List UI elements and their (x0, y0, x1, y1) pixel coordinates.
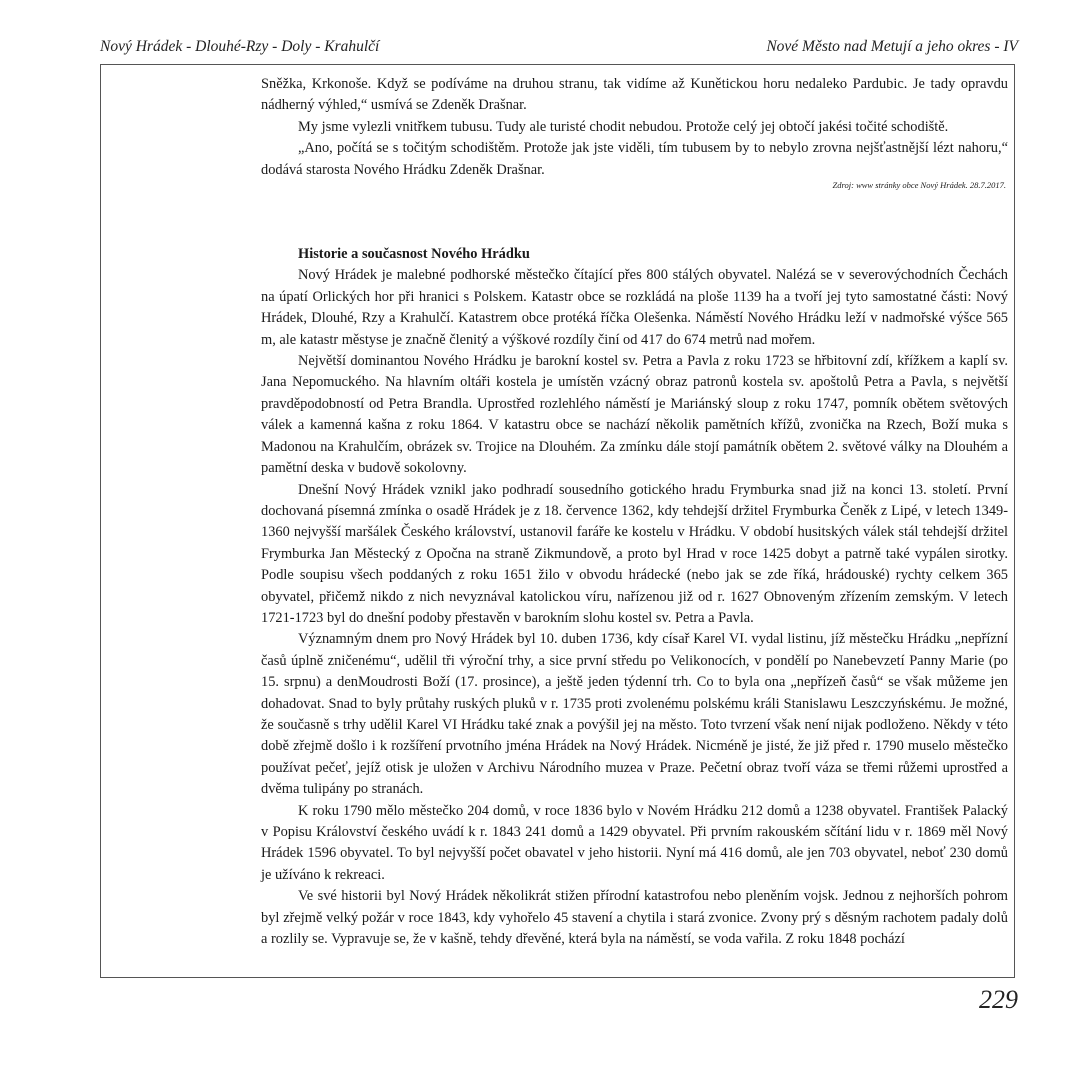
body-paragraph: Dnešní Nový Hrádek vznikl jako podhradí sousedního gotického hradu Frymburka snad již na konci 13. století. První dochovaná písemná zmínka o osadě Hrádek je z 18. července 1362, kdy tehdejší držitel Frymburka Čeněk z Lipé, v letech 1349-1360 nejvyšší maršálek Českého království, ustanovil faráře ke kostelu v Hrádku. V období husitských válek stál tehdejší držitel Frymburka Jan Městecký z Opočna na straně Zikmundově, a proto byl Hrad v roce 1425 dobyt a patrně také vypálen sirotky. Podle soupisu všech poddaných z roku 1651 žilo v obvodu hrádecké (nebo jak se zde říká, hrádouské) rychty celkem 365 obyvatel, přičemž nikdo z nich nevyznával katolickou víru, nařízenou již od r. 1627 Obnoveným zřízením zemským. V letech 1721-1723 byl do dnešní podoby přestavěn v barokním slohu kostel sv. Petra a Pavla. (261, 481, 1008, 626)
source-note: Zdroj: www stránky obce Nový Hrádek. 28.7.2017. (832, 180, 1006, 191)
section-title: Historie a současnost Nového Hrádku (298, 246, 530, 263)
page-number: 229 (979, 985, 1018, 1014)
running-header (100, 38, 1018, 58)
body-paragraph: Významným dnem pro Nový Hrádek byl 10. duben 1736, kdy císař Karel VI. vydal listinu, jíž městečku Hrádku „nepřízní časů úplně zničenému“, udělil tři výroční trhy, a sice první středu po Velikonocích, v pondělí po Nanebevzetí Panny Marie (po 15. srpnu) a denMoudrosti Boží (17. prosince), a ještě jeden týdenní trh. Co to byla ona „nepřízeň časů“ se však můžeme jen dohadovat. Snad to byly průtahy ruských pluků v r. 1735 proti zvolenému polskému králi Stanislawu Leszczyńskému. Je možné, že současně s trhy udělil Karel VI Hrádku také znak a povýšil jej na město. Toto tvrzení však není nijak podloženo. Někdy v této době zřejmě došlo i k rozšíření prvotního jména Hrádek na Nový Hrádek. Nicméně je jisté, že již před r. 1790 muselo městečko používat pečeť, jejíž otisk je uložen v Archivu Národního muzea v Praze. Pečetní obraz tvoří váza se třemi růžemi uprostřed a dvěma tulipány po stranách. (261, 631, 1008, 798)
body-paragraph: Ve své historii byl Nový Hrádek několikrát stižen přírodní katastrofou nebo pleněním vojsk. Jednou z nejhorších pohrom byl zřejmě velký požár v roce 1843, kdy vyhořelo 45 stavení a chytila i stará zvonice. Zvony prý s děsným rachotem padaly dolů a rozlily se. Vypravuje se, že v kašně, tehdy dřevěné, která byla na náměstí, se voda vařila. Z roku 1848 pochází (261, 888, 1008, 948)
history-section (261, 244, 1008, 950)
intro-paragraph: „Ano, počítá se s točitým schodištěm. Protože jak jste viděli, tím tubusem by to nebylo zrovna nejšťastnější lézt nahoru,“ dodává starosta Nového Hrádku Zdeněk Drašnar. (261, 140, 1008, 178)
intro-paragraph: My jsme vylezli vnitřkem tubusu. Tudy ale turisté chodit nebudou. Protože celý jej obtočí jakési točité schodiště. (298, 118, 949, 135)
body-paragraph: Největší dominantou Nového Hrádku je barokní kostel sv. Petra a Pavla z roku 1723 se hřbitovní zdí, křížkem a kaplí sv. Jana Nepomuckého. Na hlavním oltáři kostela je umístěn vzácný obraz patronů kostela sv. apoštolů Petra a Pavla, s největší pravděpodobností od Petra Brandla. Uprostřed rozlehlého náměstí je Mariánský sloup z roku 1747, pomník obětem světových válek a kamenná kašna z roku 1864. V katastru obce se nachází několik pamětních křížů, zvonička na Rzech, Boží muka s Madonou na Krahulčím, obrázek sv. Trojice na Dlouhém. Za zmínku dále stojí památník obětem 2. světové války na Dlouhém a pamětní deska v budově sokolovny. (261, 353, 1008, 477)
text-column (261, 74, 1008, 950)
header-right-title: Nové Město nad Metují a jeho okres - IV (766, 38, 1018, 55)
intro-paragraph: Sněžka, Krkonoše. Když se podíváme na druhou stranu, tak vidíme až Kunětickou horu nedaleko Pardubic. Je tady opravdu nádherný výhled,“ usmívá se Zdeněk Drašnar. (261, 76, 1008, 114)
header-left-title: Nový Hrádek - Dlouhé-Rzy - Doly - Krahulčí (100, 38, 380, 55)
body-paragraph: K roku 1790 mělo městečko 204 domů, v roce 1836 bylo v Novém Hrádku 212 domů a 1238 obyvatel. František Palacký v Popisu Království českého uvádí k r. 1843 241 domů a 1429 obyvatel. Při prvním rakouském sčítání lidu v r. 1869 měl Nový Hrádek 1596 obyvatel. To byl nejvyšší počet obavatel v jeho historii. Nyní má 416 domů, ale jen 703 obyvatel, neboť 230 domů je užíváno k rekreaci. (261, 802, 1008, 883)
body-paragraph: Nový Hrádek je malebné podhorské městečko čítající přes 800 stálých obyvatel. Nalézá se v severovýchodních Čechách na úpatí Orlických hor při hranici s Polskem. Katastr obce se rozkládá na ploše 1139 ha a tvoří jej tyto samostatné části: Nový Hrádek, Dlouhé, Rzy a Krahulčí. Katastrem obce protéká říčka Olešenka. Náměstí Nového Hrádku leží v nadmořské výšce 565 m, ale katastr městyse je značně členitý a výškové rozdíly činí od 417 do 674 metrů nad mořem. (261, 267, 1008, 348)
